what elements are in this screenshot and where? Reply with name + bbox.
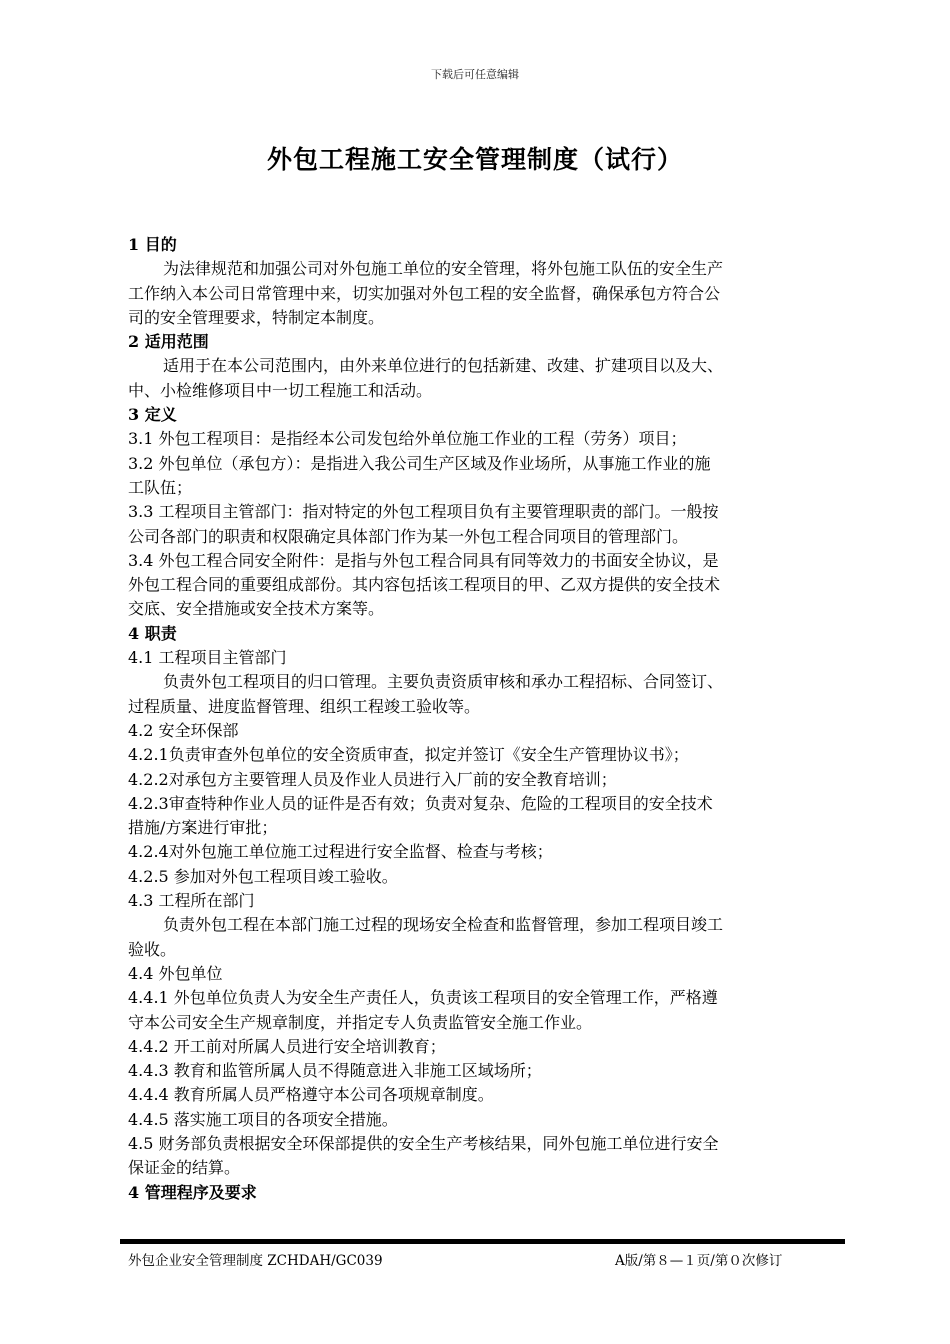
section-heading: 3 定义: [128, 405, 177, 425]
text-line: 4.5 财务部负责根据安全环保部提供的安全生产考核结果，同外包施工单位进行安全: [128, 1133, 719, 1153]
text-line: 4.4.5 落实施工项目的各项安全措施。: [128, 1109, 398, 1129]
text-line: 4.1 工程项目主管部门: [128, 648, 287, 668]
document-body: [128, 233, 840, 1205]
text-line: 3.2 外包单位（承包方）：是指进入我公司生产区域及作业场所，从事施工作业的施: [128, 453, 711, 473]
text-line: 4.4 外包单位: [128, 963, 223, 983]
text-line: 验收。: [128, 939, 177, 959]
text-line: 4.3 工程所在部门: [128, 891, 255, 911]
text-line: 4.2.3审查特种作业人员的证件是否有效；负责对复杂、危险的工程项目的安全技术: [128, 793, 713, 813]
section-heading: 4 职责: [128, 623, 177, 643]
text-line: 适用于在本公司范围内，由外来单位进行的包括新建、改建、扩建项目以及大、: [163, 356, 724, 376]
section-heading: 4 管理程序及要求: [128, 1182, 257, 1202]
header-note: 下载后可任意编辑: [431, 68, 519, 81]
text-line: 为法律规范和加强公司对外包施工单位的安全管理，将外包施工队伍的安全生产: [163, 259, 724, 279]
text-line: 工队伍；: [128, 477, 193, 497]
text-line: 守本公司安全生产规章制度，并指定专人负责监管安全施工作业。: [128, 1012, 593, 1032]
text-line: 4.2 安全环保部: [128, 720, 239, 740]
text-line: 公司各部门的职责和权限确定具体部门作为某一外包工程合同项目的管理部门。: [128, 526, 689, 546]
section-heading: 2 适用范围: [128, 332, 209, 352]
text-line: 司的安全管理要求，特制定本制度。: [128, 307, 385, 327]
text-line: 4.4.1 外包单位负责人为安全生产责任人，负责该工程项目的安全管理工作，严格遵: [128, 988, 718, 1008]
text-line: 4.2.2对承包方主要管理人员及作业人员进行入厂前的安全教育培训；: [128, 769, 617, 789]
text-line: 4.4.4 教育所属人员严格遵守本公司各项规章制度。: [128, 1085, 494, 1105]
section-heading: 1 目的: [128, 235, 177, 254]
text-line: 4.2.5 参加对外包工程项目竣工验收。: [128, 866, 398, 886]
text-line: 措施/方案进行审批；: [128, 818, 278, 838]
text-line: 3.3 工程项目主管部门：指对特定的外包工程项目负有主要管理职责的部门。一般按: [128, 502, 719, 522]
text-line: 负责外包工程在本部门施工过程的现场安全检查和监督管理，参加工程项目竣工: [163, 915, 724, 935]
text-line: 交底、安全措施或安全技术方案等。: [128, 599, 385, 619]
text-line: 3.1 外包工程项目：是指经本公司发包给外单位施工作业的工程（劳务）项目；: [128, 429, 687, 449]
footer-document-code: 外包企业安全管理制度 ZCHDAH/GC039: [128, 1253, 383, 1269]
footer-divider: [120, 1239, 845, 1244]
text-line: 保证金的结算。: [128, 1158, 241, 1178]
text-line: 过程质量、进度监督管理、组织工程竣工验收等。: [128, 696, 481, 716]
text-line: 4.4.3 教育和监管所属人员不得随意进入非施工区域场所；: [128, 1061, 542, 1081]
text-line: 4.2.4对外包施工单位施工过程进行安全监督、检查与考核；: [128, 842, 553, 862]
text-line: 外包工程合同的重要组成部份。其内容包括该工程项目的甲、乙双方提供的安全技术: [128, 575, 721, 595]
footer-page-info: A版/第８—１页/第０次修订: [615, 1253, 783, 1269]
text-line: 负责外包工程项目的归口管理。主要负责资质审核和承办工程招标、合同签订、: [163, 672, 724, 692]
text-line: 4.2.1负责审查外包单位的安全资质审查，拟定并签订《安全生产管理协议书》；: [128, 745, 689, 765]
text-line: 4.4.2 开工前对所属人员进行安全培训教育；: [128, 1036, 446, 1056]
text-line: 3.4 外包工程合同安全附件：是指与外包工程合同具有同等效力的书面安全协议，是: [128, 550, 719, 570]
document-title: 外包工程施工安全管理制度（试行）: [266, 145, 683, 174]
text-line: 工作纳入本公司日常管理中来，切实加强对外包工程的安全监督，确保承包方符合公: [128, 283, 721, 303]
text-line: 中、小检维修项目中一切工程施工和活动。: [128, 380, 433, 400]
